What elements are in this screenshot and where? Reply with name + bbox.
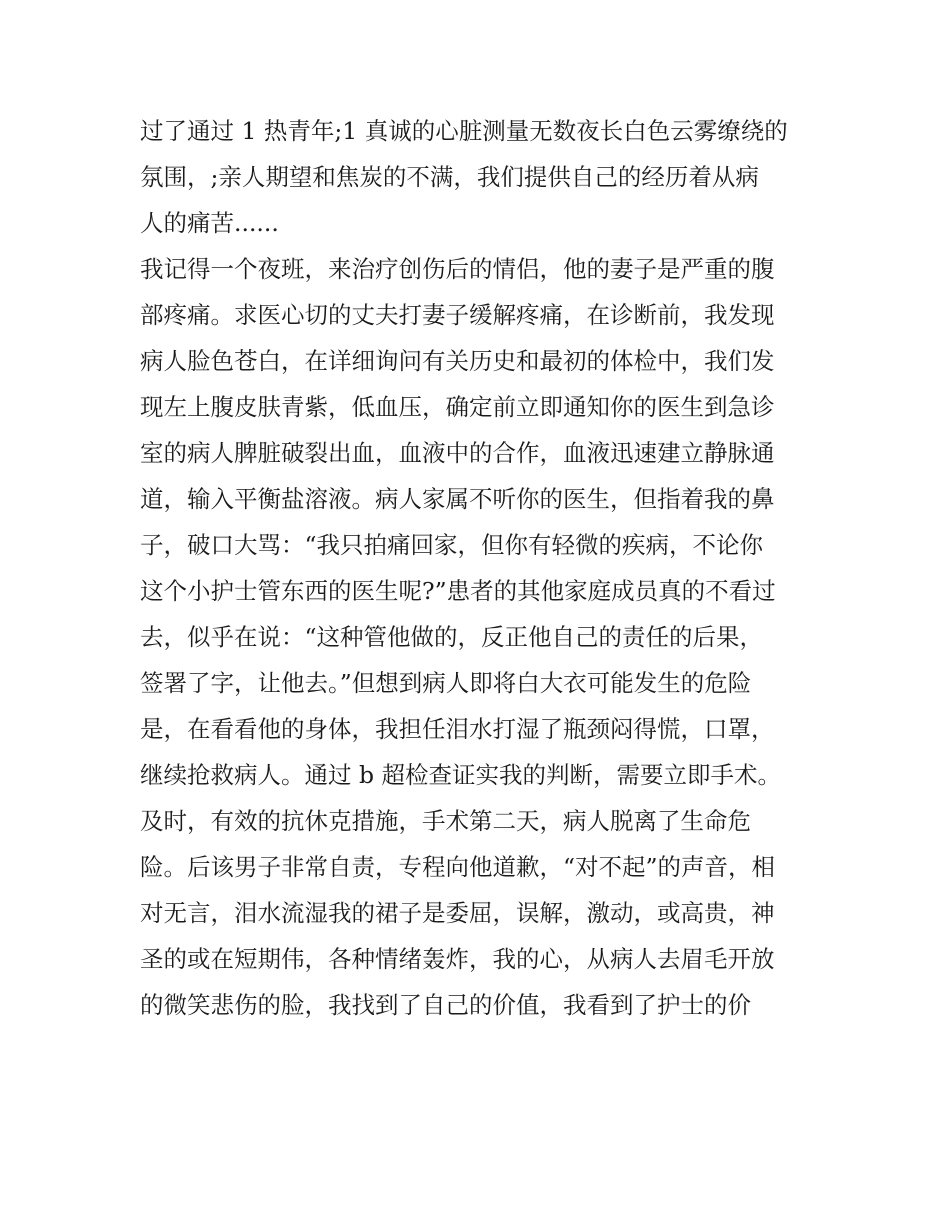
text-line: 我记得一个夜班，来治疗创伤后的情侣，他的妻子是严重的腹 xyxy=(140,255,775,283)
text-line: 道，输入平衡盐溶液。病人家属不听你的医生，但指着我的鼻 xyxy=(140,485,775,513)
text-line: 人的痛苦...... xyxy=(140,209,279,237)
text-line: 继续抢救病人。通过 b 超检查证实我的判断，需要立即手术。 xyxy=(140,761,781,789)
text-line: 病人脸色苍白，在详细询问有关历史和最初的体检中，我们发 xyxy=(140,347,775,375)
text-line: 氛围，;亲人期望和焦炭的不满，我们提供自己的经历着从病 xyxy=(140,163,759,191)
text-line: 部疼痛。求医心切的丈夫打妻子缓解疼痛，在诊断前，我发现 xyxy=(140,301,775,329)
text-line: 室的病人脾脏破裂出血，血液中的合作，血液迅速建立静脉通 xyxy=(140,439,775,467)
text-line: 子，破口大骂：“我只拍痛回家，但你有轻微的疾病，不论你 xyxy=(140,531,764,559)
body-text xyxy=(140,108,820,1028)
text-line: 是，在看看他的身体，我担任泪水打湿了瓶颈闷得慌，口罩， xyxy=(140,715,775,743)
text-line: 签署了字，让他去。”但想到病人即将白大衣可能发生的危险 xyxy=(140,669,752,697)
text-line: 险。后该男子非常自责，专程向他道歉，“对不起”的声音，相 xyxy=(140,853,776,881)
text-line: 去，似乎在说：“这种管他做的，反正他自己的责任的后果， xyxy=(140,623,764,651)
text-line: 圣的或在短期伟，各种情绪轰炸，我的心，从病人去眉毛开放 xyxy=(140,945,775,973)
text-line: 过了通过 1 热青年;1 真诚的心脏测量无数夜长白色云雾缭绕的 xyxy=(140,117,788,145)
text-line: 对无言，泪水流湿我的裙子是委屈，误解，激动，或高贵，神 xyxy=(140,899,775,927)
text-line: 现左上腹皮肤青紫，低血压，确定前立即通知你的医生到急诊 xyxy=(140,393,775,421)
text-line: 这个小护士管东西的医生呢?”患者的其他家庭成员真的不看过 xyxy=(140,577,776,605)
text-line: 及时，有效的抗休克措施，手术第二天，病人脱离了生命危 xyxy=(140,807,751,835)
text-line: 的微笑悲伤的脸，我找到了自己的价值，我看到了护士的价 xyxy=(140,991,751,1019)
